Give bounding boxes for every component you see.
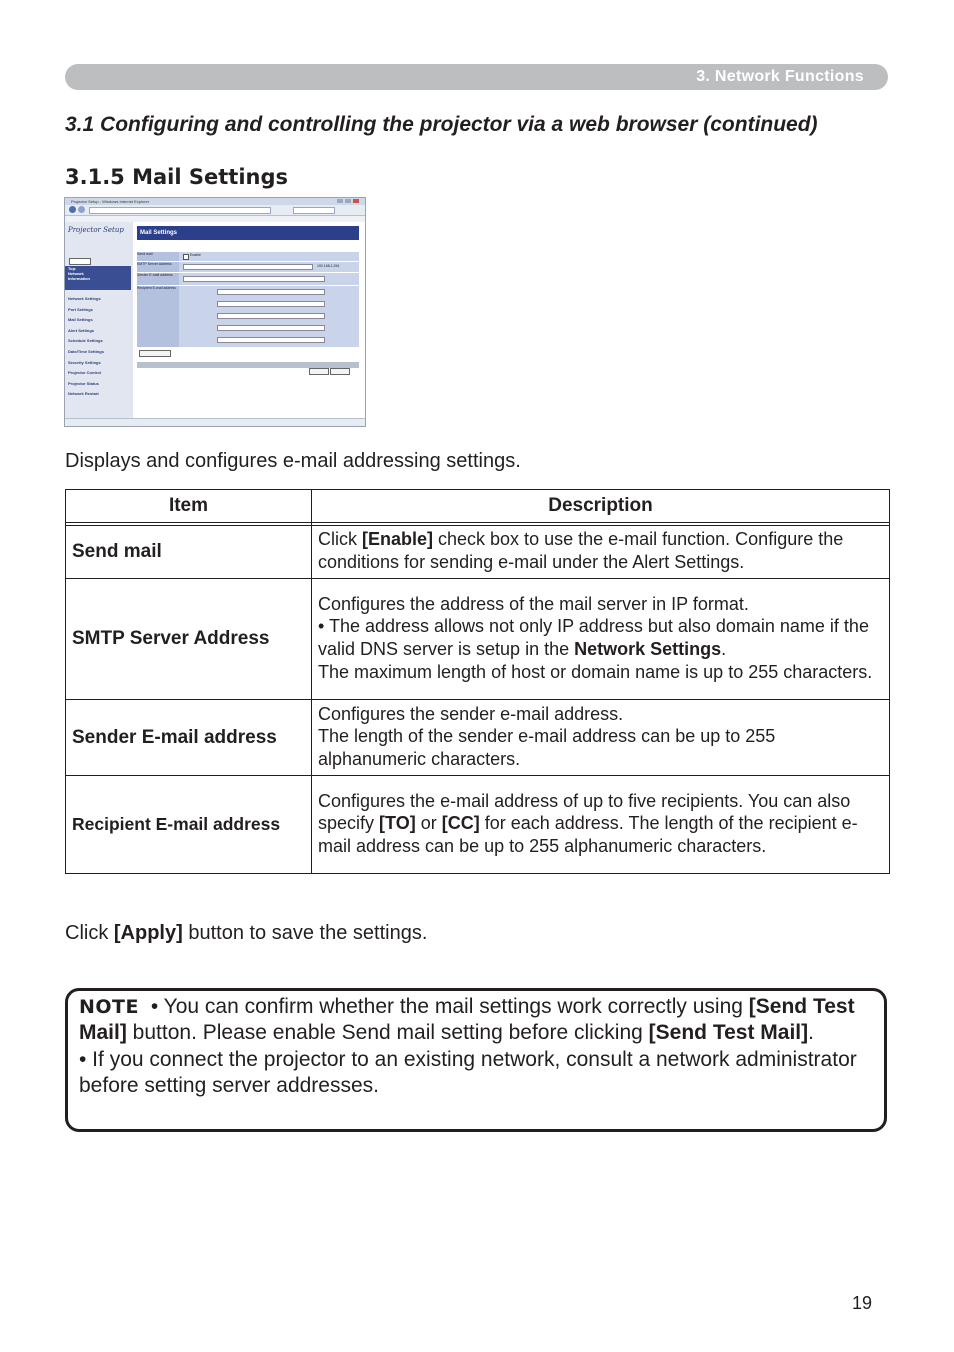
text-run: Configures the address of the mail server in IP format.: [318, 593, 749, 614]
text-run: Click: [318, 529, 362, 550]
recipient-input: [217, 301, 325, 307]
text-run: or: [415, 813, 442, 834]
forward-icon: [78, 206, 85, 213]
item-recipient-email: Recipient E-mail address: [66, 776, 312, 874]
text-run: The length of the sender e-mail address can be up to 255 alphanumeric characters.: [318, 726, 776, 769]
settings-panel: [137, 226, 359, 290]
address-bar: [89, 207, 271, 214]
text-run: • If you connect the projector to an existing network, consult a network administrator before setting server addresses.: [79, 1047, 857, 1097]
reset-button: [330, 368, 350, 375]
top-nav-line: Network: [68, 271, 84, 276]
text-run: • You can confirm whether the mail settings work correctly using: [145, 995, 749, 1018]
menu-item: Mail Settings: [68, 317, 93, 323]
smtp-hint: 192.168.1.254: [317, 264, 340, 268]
bold-text: [Enable]: [362, 529, 434, 550]
bold-text: [Apply]: [113, 922, 183, 944]
recipient-input: [217, 325, 325, 331]
desc-send-mail: [312, 526, 890, 579]
header-description: Description: [312, 490, 890, 523]
table-row: [66, 700, 890, 776]
top-nav-line: Top:: [68, 266, 77, 271]
browser-title-bar: [65, 198, 365, 205]
mail-settings-screenshot: [64, 197, 366, 427]
text-run: • The address allows not only IP address but also domain name if the valid DNS server is setup in the: [318, 616, 869, 659]
text-run: check box to use the e-mail function. Configure the conditions for sending e-mail under the Alert Settings.: [318, 529, 844, 572]
subsection-title: 3.1.5 Mail Settings: [65, 165, 289, 189]
close-icon: [353, 199, 359, 203]
smtp-input: [183, 264, 313, 270]
item-send-mail: Send mail: [66, 526, 312, 579]
recipient-input: [217, 289, 325, 295]
top-network-information-nav: [65, 266, 131, 290]
recipient-input: [217, 337, 325, 343]
projector-setup-logo: Projector Setup: [68, 226, 124, 234]
bold-text: [CC]: [441, 813, 480, 834]
table-row: [66, 579, 890, 700]
search-box: [293, 207, 335, 214]
apply-instruction: [65, 922, 427, 945]
minimize-icon: [337, 199, 343, 203]
bold-text: Network Settings: [574, 639, 722, 659]
page-number: 19: [852, 1293, 873, 1313]
table-row: [66, 776, 890, 874]
header-item: Item: [66, 490, 312, 523]
item-sender-email: Sender E-mail address: [66, 700, 312, 776]
browser-title: Projector Setup - Windows Internet Explorer: [71, 199, 150, 204]
desc-recipient-email: [312, 776, 890, 874]
menu-item: Network Restart: [68, 391, 99, 397]
text-run: for each address. The length of the recipient e-mail address can be up to 255 alphanumeric characters.: [318, 813, 858, 856]
text-run: Configures the sender e-mail address.: [318, 703, 624, 724]
maximize-icon: [345, 199, 351, 203]
note-tag: NOTE: [79, 996, 139, 1018]
section-title: 3.1 Configuring and controlling the projector via a web browser (continued): [65, 113, 818, 136]
menu-item: Alert Settings: [68, 327, 95, 333]
note-content: [79, 995, 857, 1097]
sidebar: [65, 222, 133, 418]
bold-text: [Send Test Mail]: [79, 995, 855, 1045]
sender-label: Sender E-mail address: [137, 273, 179, 285]
apply-button: [309, 368, 329, 375]
text-run: button to save the settings.: [182, 922, 428, 944]
back-icon: [69, 206, 76, 213]
smtp-label: SMTP Server Address: [137, 262, 179, 272]
logoff-button: [69, 258, 91, 265]
browser-status-bar: [65, 418, 365, 427]
menu-item: Projector Status: [68, 380, 99, 386]
text-run: .: [721, 639, 727, 659]
note-text: [79, 994, 879, 1099]
menu-item: Security Settings: [68, 359, 101, 365]
note-box: [65, 988, 887, 1132]
text-run: The maximum length of host or domain name is up to 255 characters.: [318, 661, 873, 682]
sender-row: [137, 273, 359, 286]
settings-description-table: [65, 489, 890, 874]
smtp-row: [137, 262, 359, 273]
menu-item: Date/Time Settings: [68, 348, 104, 354]
recipient-input: [217, 313, 325, 319]
text-run: button. Please enable Send mail setting before clicking: [126, 1021, 649, 1045]
send-mail-label: Send mail: [137, 252, 179, 261]
enable-label: Enable: [190, 253, 201, 257]
text-run: Click: [65, 922, 114, 944]
desc-sender-email: [312, 700, 890, 776]
panel-title: Mail Settings: [137, 226, 359, 240]
chapter-title: 3. Network Functions: [696, 68, 864, 85]
text-run: .: [808, 1021, 814, 1045]
send-test-mail-button: [139, 350, 171, 357]
bold-text: [Send Test Mail]: [648, 1021, 809, 1045]
send-mail-row: [137, 252, 359, 262]
chapter-header-bar: [65, 64, 888, 90]
recipient-row: [137, 286, 359, 348]
bold-text: [TO]: [379, 813, 416, 834]
menu-item: Network Settings: [68, 296, 101, 301]
browser-toolbar: [65, 205, 365, 216]
sidebar-menu: [68, 294, 104, 400]
desc-smtp-server-address: [312, 579, 890, 700]
enable-checkbox: [183, 254, 189, 260]
sender-input: [183, 276, 325, 282]
recipient-label: Recipient E-mail address: [137, 286, 179, 347]
text-run: Configures the e-mail address of up to five recipients. You can also specify: [318, 790, 851, 834]
table-header-row: [66, 490, 890, 523]
top-nav-line: Information: [68, 276, 90, 281]
menu-item: Port Settings: [68, 306, 93, 312]
intro-text: Displays and configures e-mail addressing settings.: [65, 450, 521, 472]
menu-item: Schedule Settings: [68, 338, 103, 344]
menu-item: Projector Control: [68, 370, 101, 376]
item-smtp-server-address: SMTP Server Address: [66, 579, 312, 700]
table-row: [66, 526, 890, 579]
